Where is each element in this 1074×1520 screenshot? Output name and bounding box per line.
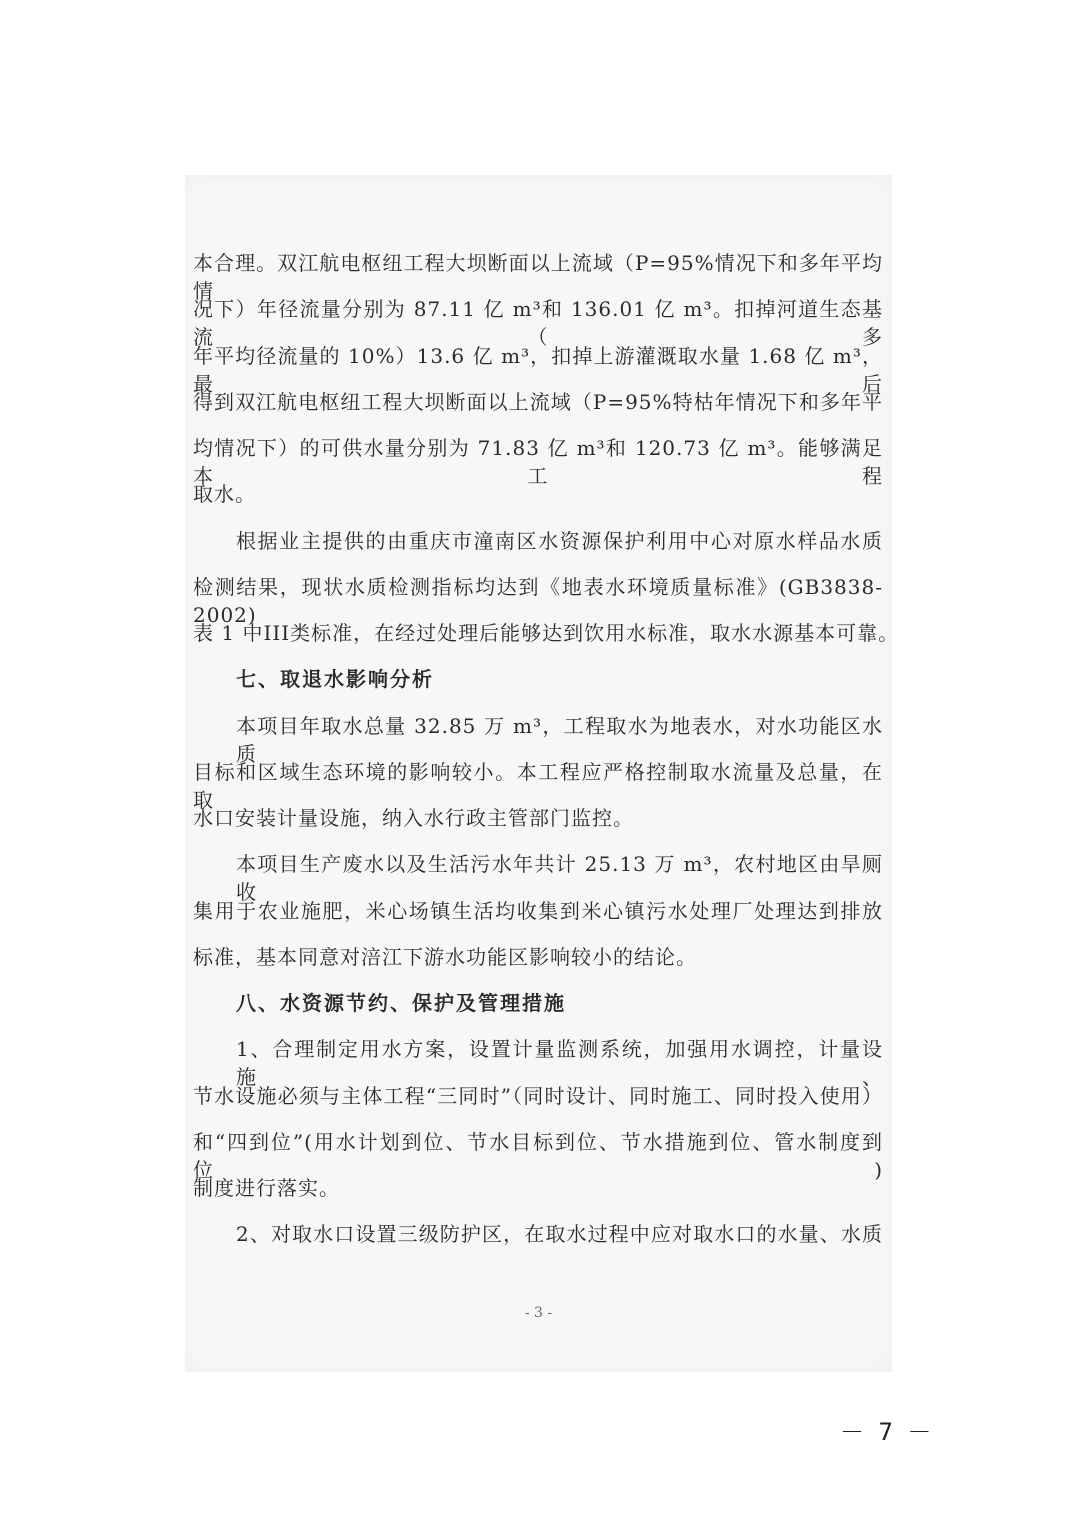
section-heading-7: 七、取退水影响分析 — [236, 667, 434, 691]
paragraph-line: 本合理。双江航电枢纽工程大坝断面以上流域（P=95%情况下和多年平均情 — [193, 251, 883, 303]
paragraph-line: 2、对取水口设置三级防护区，在取水过程中应对取水口的水量、水质 — [236, 1222, 883, 1246]
section-heading-8: 八、水资源节约、保护及管理措施 — [236, 991, 566, 1015]
paragraph-line: 取水。 — [193, 482, 256, 506]
paragraph-line: 本项目生产废水以及生活污水年共计 25.13 万 m³，农村地区由旱厕收 — [236, 852, 883, 904]
inner-page-number: - 3 - — [524, 1305, 553, 1321]
paragraph-line: 和“四到位”(用水计划到位、节水目标到位、节水措施到位、管水制度到位) — [193, 1130, 883, 1182]
paragraph-line: 年平均径流量的 10%）13.6 亿 m³，扣掉上游灌溉取水量 1.68 亿 m³，最后 — [193, 344, 883, 396]
paragraph-line: 水口安装计量设施，纳入水行政主管部门监控。 — [193, 806, 634, 830]
paragraph-line: 1、合理制定用水方案，设置计量监测系统，加强用水调控，计量设施、 — [236, 1037, 883, 1089]
paragraph-line: 本项目年取水总量 32.85 万 m³，工程取水为地表水，对水功能区水质 — [236, 714, 883, 766]
paragraph-line: 况下）年径流量分别为 87.11 亿 m³和 136.01 亿 m³。扣掉河道生态基流（多 — [193, 297, 883, 349]
paragraph-line: 制度进行落实。 — [193, 1176, 340, 1200]
paragraph-line: 节水设施必须与主体工程“三同时”（同时设计、同时施工、同时投入使用） — [193, 1084, 883, 1108]
paragraph-line: 检测结果，现状水质检测指标均达到《地表水环境质量标准》(GB3838-2002) — [193, 575, 883, 627]
paragraph-line: 根据业主提供的由重庆市潼南区水资源保护利用中心对原水样品水质 — [236, 529, 883, 553]
paragraph-line: 标准，基本同意对涪江下游水功能区影响较小的结论。 — [193, 945, 697, 969]
paragraph-line: 目标和区域生态环境的影响较小。本工程应严格控制取水流量及总量，在取 — [193, 760, 883, 812]
paragraph-line: 集用于农业施肥，米心场镇生活均收集到米心镇污水处理厂处理达到排放 — [193, 899, 883, 923]
paragraph-line: 表 1 中III类标准，在经过处理后能够达到饮用水标准，取水水源基本可靠。 — [193, 621, 900, 645]
page-number: － 7 － — [840, 1418, 932, 1446]
paragraph-line: 得到双江航电枢纽工程大坝断面以上流域（P=95%特枯年情况下和多年平 — [193, 390, 883, 414]
paragraph-line: 均情况下）的可供水量分别为 71.83 亿 m³和 120.73 亿 m³。能够满足本工程 — [193, 436, 883, 488]
